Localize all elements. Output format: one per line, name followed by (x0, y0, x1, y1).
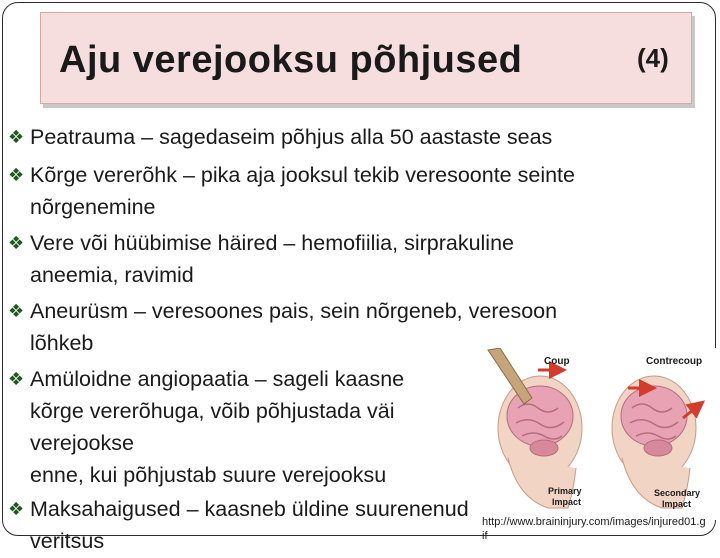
bullet-5-line-1: Amüloidne angiopaatia – sageli kaasne (30, 367, 405, 391)
bullet-2-line-1: Kõrge vererõhk – pika aja jooksul tekib veresoonte seinte (30, 163, 575, 187)
coup-contrecoup-illustration (478, 348, 716, 520)
bullet-4-line-1: Aneurüsm – veresoones pais, sein nõrgeneb, veresoon (30, 299, 558, 323)
bullet-5-line-2: kõrge vererõhuga, võib põhjustada väi (30, 399, 395, 423)
image-credit-url-continued: if (482, 530, 488, 542)
bullet-3-line-2: aneemia, ravimid (30, 263, 194, 287)
bullet-6-line-1: Maksahaigused – kaasneb üldine suurenenud (30, 497, 469, 521)
contrecoup-label: Contrecoup (646, 356, 703, 367)
primary-impact-label-line1: Primary (548, 486, 582, 496)
diamond-bullet-icon: ❖ (8, 301, 25, 321)
diamond-bullet-icon: ❖ (8, 127, 25, 147)
diamond-bullet-icon: ❖ (8, 499, 25, 519)
bullet-6-line-2: veritsus (30, 529, 105, 553)
bullet-1-line-1: Peatrauma – sagedaseim põhjus alla 50 aastaste seas (30, 125, 553, 149)
slide-title-superscript: (4) (637, 43, 669, 73)
primary-impact-label-line2: Impact (552, 497, 582, 507)
coup-label: Coup (544, 356, 570, 367)
image-credit-url: http://www.braininjury.com/images/injured01.g (482, 516, 706, 528)
secondary-impact-label-line1: Secondary (654, 488, 701, 498)
bullet-5-line-3: verejookse (30, 431, 134, 455)
bullet-3-line-1: Vere või hüübimise häired – hemofiilia, sirprakuline (30, 231, 515, 255)
secondary-impact-label-line2: Impact (662, 499, 692, 509)
bullet-2-line-2: nõrgenemine (30, 195, 156, 219)
diamond-bullet-icon: ❖ (8, 369, 25, 389)
slide-title: Aju verejooksu põhjused (59, 39, 523, 81)
brain-injury-figure (478, 348, 716, 520)
diamond-bullet-icon: ❖ (8, 165, 25, 185)
diamond-bullet-icon: ❖ (8, 233, 25, 253)
bullet-5-line-4: enne, kui põhjustab suure verejooksu (30, 463, 387, 487)
bullet-4-line-2: lõhkeb (30, 331, 94, 355)
